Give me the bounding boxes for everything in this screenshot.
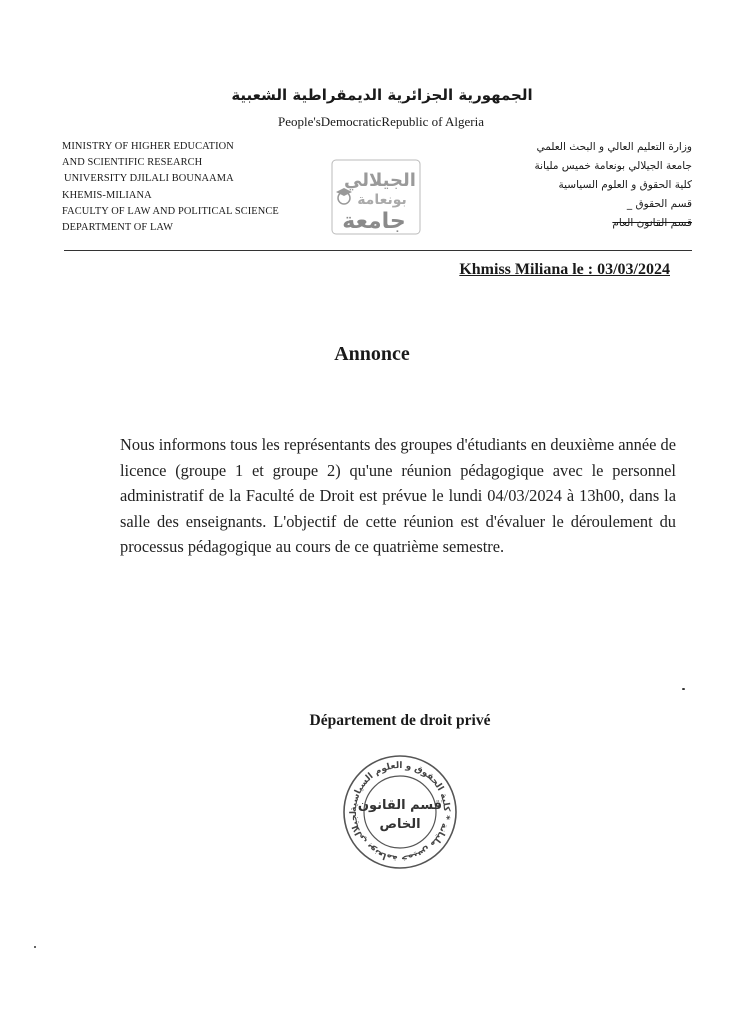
signature-department: Département de droit privé bbox=[309, 712, 491, 729]
date-line: Khmiss Miliana le : 03/03/2024 bbox=[459, 261, 670, 278]
header-divider bbox=[64, 250, 692, 251]
right-line-faculty: كلية الحقوق و العلوم السياسية bbox=[558, 179, 692, 191]
english-republic-title: People'sDemocraticRepublic of Algeria bbox=[278, 114, 484, 129]
arabic-republic-title: الجمهورية الجزائرية الديمقراطية الشعبية bbox=[231, 86, 533, 104]
svg-text:جامعة: جامعة bbox=[342, 209, 406, 234]
right-header-block bbox=[534, 138, 692, 233]
left-line-university: UNIVERSITY DJILALI BOUNAAMA bbox=[64, 173, 234, 185]
svg-text:جامعة الجيلالي بونعامة خميس مل: الجيلالي بونعامة خميس مليانة * كلية الحقوق و العلوم السياسية bbox=[348, 760, 452, 864]
svg-text:الخاص: الخاص bbox=[379, 817, 421, 832]
right-line-ministry: وزارة التعليم العالي و البحث العلمي bbox=[536, 141, 692, 153]
scan-speck bbox=[682, 688, 685, 690]
right-line-university: جامعة الجيلالي بونعامة خميس مليانة bbox=[534, 160, 692, 172]
department-stamp bbox=[340, 752, 460, 872]
svg-text:بونعامة: بونعامة bbox=[357, 192, 407, 208]
announcement-title: Annonce bbox=[334, 343, 410, 365]
svg-text:الجيلالي: الجيلالي bbox=[344, 170, 416, 191]
university-logo bbox=[318, 156, 434, 240]
right-line-public-law: قسم القانون العام bbox=[612, 217, 692, 229]
left-header-block bbox=[62, 139, 279, 236]
svg-text:قسم القانون: قسم القانون bbox=[357, 798, 443, 813]
right-line-department: قسم الحقوق _ bbox=[626, 198, 692, 210]
left-line-department: DEPARTMENT OF LAW bbox=[62, 222, 174, 234]
left-line-research: AND SCIENTIFIC RESEARCH bbox=[62, 157, 203, 169]
announcement-body: Nous informons tous les représentants des groupes d'étudiants en deuxième année de licence (groupe 1 et groupe 2) qu'une réunion pédagogique avec le personnel administratif de la Faculté de Droit est prévue le lundi 04/03/2024 à 13h00, dans la salle des enseignants. L'objectif de cette réunion est d'évaluer le déroulement du processus pédagogique au cours de ce quatrième semestre. bbox=[120, 435, 676, 556]
left-line-city: KHEMIS-MILIANA bbox=[62, 189, 152, 201]
left-line-faculty: FACULTY OF LAW AND POLITICAL SCIENCE bbox=[62, 205, 279, 217]
left-line-ministry: MINISTRY OF HIGHER EDUCATION bbox=[62, 141, 234, 152]
scan-speck bbox=[34, 946, 36, 948]
